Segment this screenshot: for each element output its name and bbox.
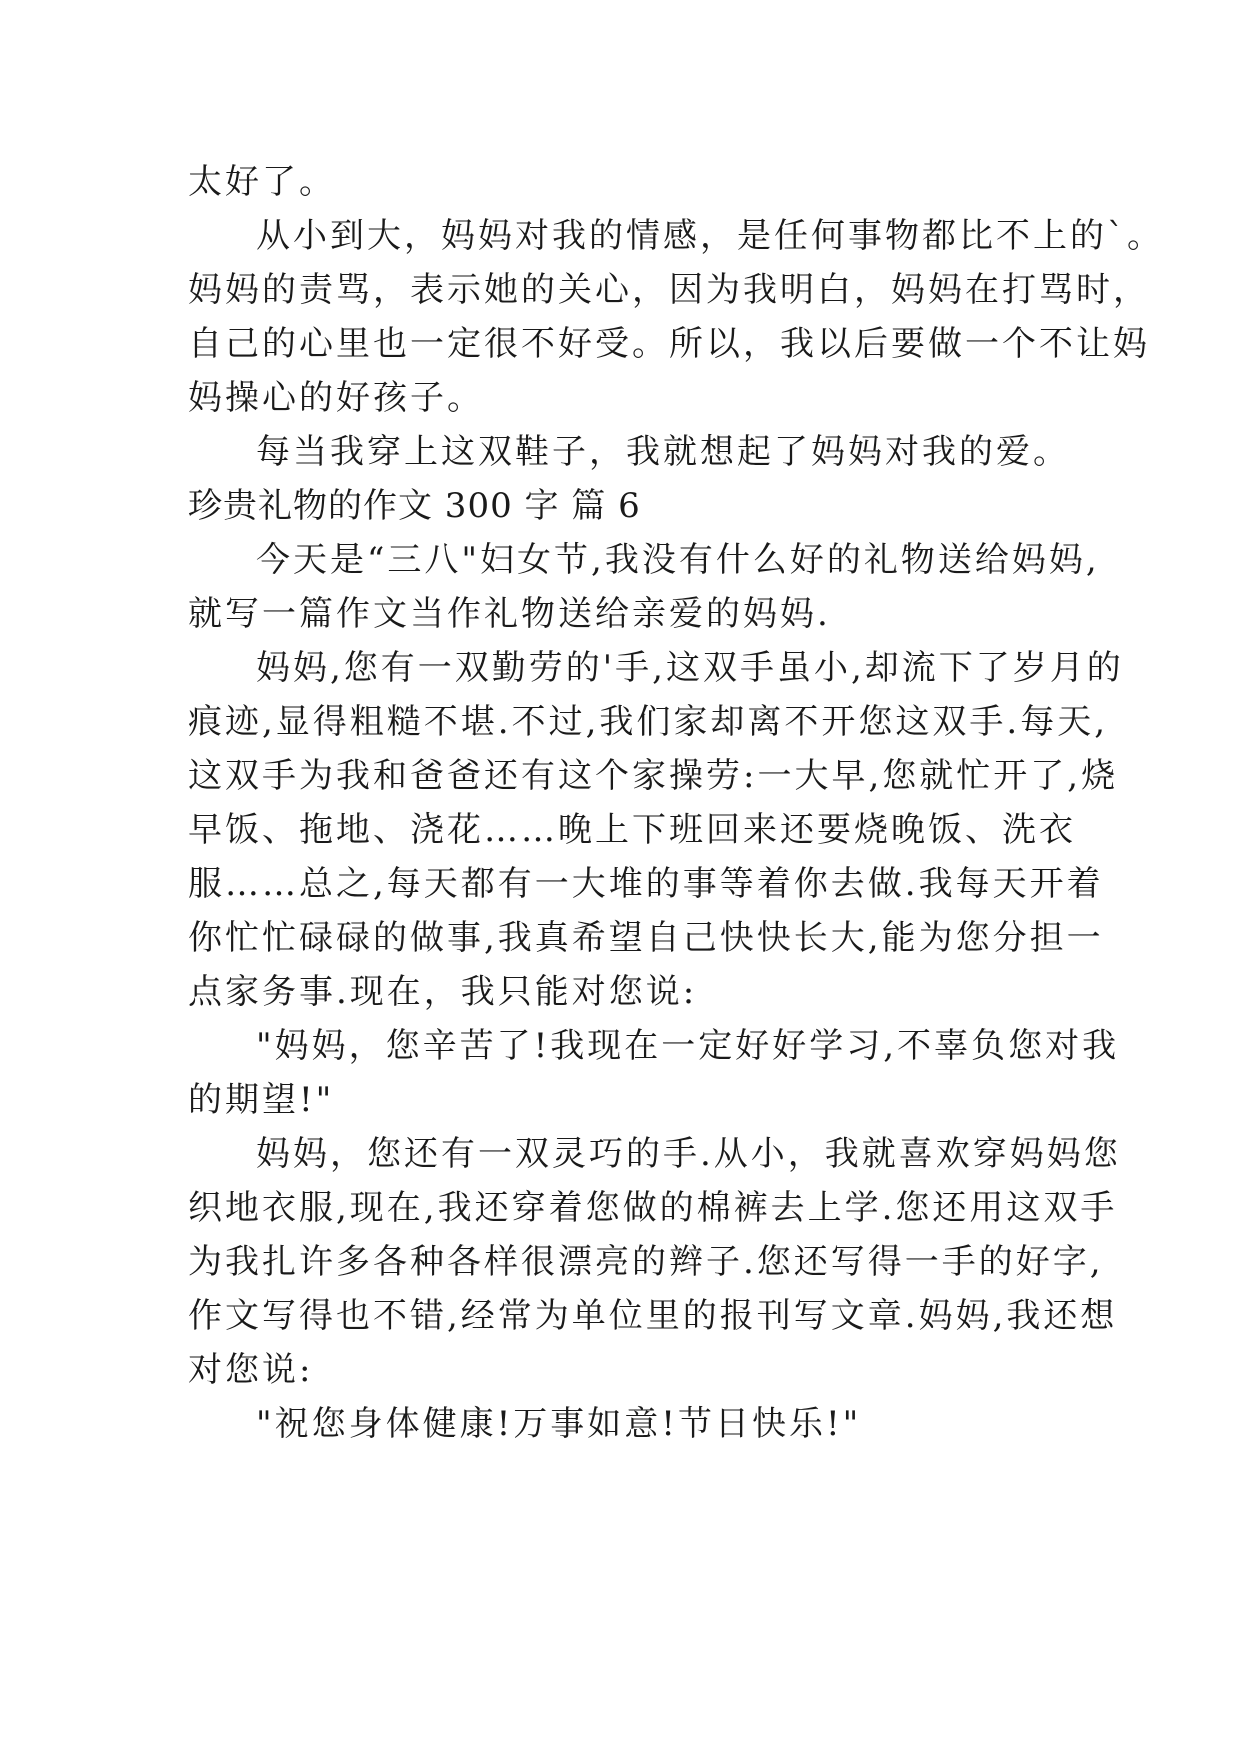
text-line: 的期望!" xyxy=(188,1080,335,1120)
text-line: 点家务事.现在，我只能对您说: xyxy=(188,972,698,1012)
paragraph xyxy=(188,155,1068,209)
section-heading xyxy=(188,479,1068,533)
paragraph xyxy=(188,425,1068,479)
text-line: "妈妈，您辛苦了!我现在一定好好学习,不辜负您对我 xyxy=(256,1026,1120,1066)
paragraph xyxy=(188,1127,1121,1397)
text-line: "祝您身体健康!万事如意!节日快乐!" xyxy=(256,1404,862,1444)
text-line: 就写一篇作文当作礼物送给亲爱的妈妈. xyxy=(188,594,831,634)
paragraph xyxy=(188,641,1124,1019)
text-line: 早饭、拖地、浇花……晚上下班回来还要烧晚饭、洗衣 xyxy=(188,810,1076,850)
text-line: 自己的心里也一定很不好受。所以，我以后要做一个不让妈 xyxy=(188,324,1150,364)
text-line: 妈妈的责骂，表示她的关心，因为我明白，妈妈在打骂时， xyxy=(188,270,1150,310)
paragraph xyxy=(188,1019,1120,1127)
text-line: 为我扎许多各种各样很漂亮的辫子.您还写得一手的好字, xyxy=(188,1242,1104,1282)
text-line: 妈妈，您还有一双灵巧的手.从小，我就喜欢穿妈妈您 xyxy=(256,1134,1121,1174)
text-line: 对您说: xyxy=(188,1350,314,1390)
text-line: 太好了。 xyxy=(188,162,336,202)
text-line: 服……总之,每天都有一大堆的事等着你去做.我每天开着 xyxy=(188,864,1104,904)
text-line: 这双手为我和爸爸还有这个家操劳:一大早,您就忙开了,烧 xyxy=(188,756,1119,796)
text-line: 从小到大，妈妈对我的情感，是任何事物都比不上的`。 xyxy=(256,216,1164,256)
paragraph xyxy=(188,533,1100,641)
paragraph xyxy=(188,1397,1068,1451)
document-body xyxy=(188,155,1164,1451)
text-line: 珍贵礼物的作文 300 字 篇 6 xyxy=(188,486,641,526)
text-line: 每当我穿上这双鞋子，我就想起了妈妈对我的爱。 xyxy=(256,432,1070,472)
text-line: 痕迹,显得粗糙不堪.不过,我们家却离不开您这双手.每天, xyxy=(188,702,1109,742)
paragraph xyxy=(188,209,1164,425)
text-line: 你忙忙碌碌的做事,我真希望自己快快长大,能为您分担一 xyxy=(188,918,1104,958)
text-line: 妈操心的好孩子。 xyxy=(188,378,484,418)
text-line: 今天是“三八"妇女节,我没有什么好的礼物送给妈妈, xyxy=(256,540,1100,580)
text-line: 妈妈,您有一双勤劳的'手,这双手虽小,却流下了岁月的 xyxy=(256,648,1124,688)
text-line: 作文写得也不错,经常为单位里的报刊写文章.妈妈,我还想 xyxy=(188,1296,1118,1336)
text-line: 织地衣服,现在,我还穿着您做的棉裤去上学.您还用这双手 xyxy=(188,1188,1118,1228)
